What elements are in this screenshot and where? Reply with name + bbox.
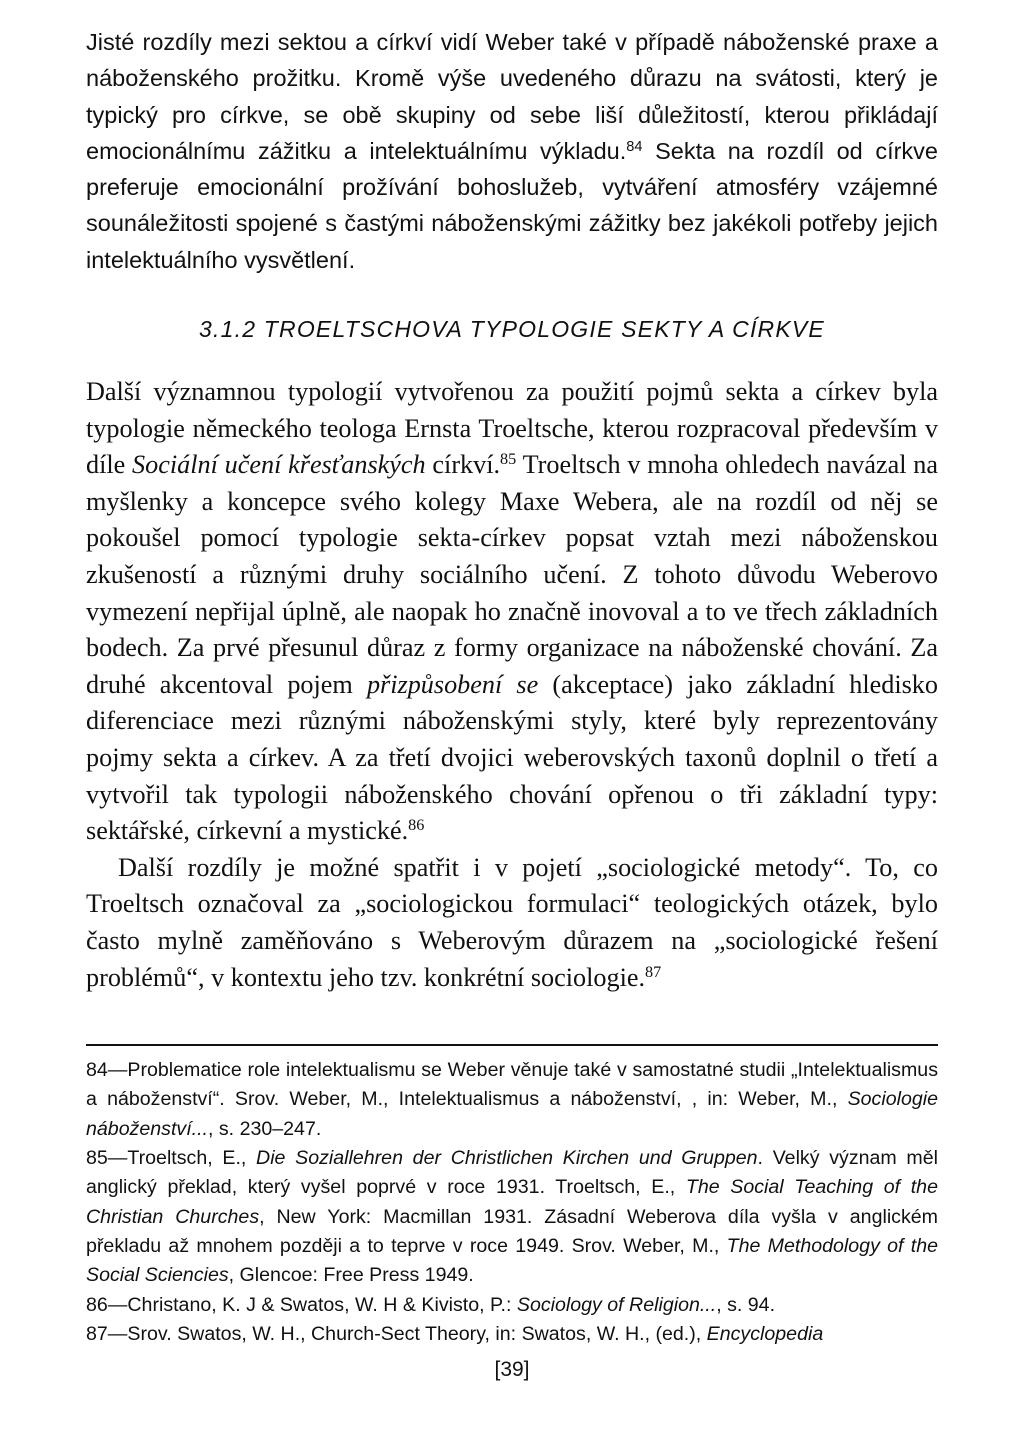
body-paragraph-1 xyxy=(86,374,938,850)
footnote-text: , s. 230–247. xyxy=(208,1117,322,1140)
footnote-italic: The Methodology of the Social Sciencies xyxy=(86,1234,938,1287)
footnote-86 xyxy=(86,1291,938,1320)
footnote-text: , s. 94. xyxy=(716,1293,776,1316)
footnote-ref-87[interactable]: 87 xyxy=(645,962,662,981)
footnote-italic: Encyclopedia xyxy=(706,1322,824,1345)
footnote-ref-86[interactable]: 86 xyxy=(408,816,425,835)
intro-text: Jisté rozdíly mezi sektou a církví vidí Weber také v případě náboženské praxe a náboženského prožitku. Kromě výše uvedeného důrazu na svátosti, který je typický pro církve, se obě skupiny od sebe liší důležitostí, kterou přikládají emocionálnímu zážitku a intelektuálnímu výkladu. xyxy=(86,29,938,164)
section-heading xyxy=(86,314,938,344)
footnote-label: 87— xyxy=(86,1322,128,1345)
paragraph-text: Další rozdíly je možné spatřit i v pojetí „sociologické metody“. To, co Troeltsch označoval za „sociologickou formulaci“ teologických otázek, bylo často mylně zaměňováno s Weberovým důrazem na „sociologické řešení problémů“, v kontextu jeho tzv. konkrétní sociologie. xyxy=(86,852,938,992)
footnote-text: Problematice role intelektualismu se Weber věnuje také v samostatné studii „Intelektualismus a náboženství“. Srov. Weber, M., Intelektualismus a náboženství, , in: Weber, M., xyxy=(86,1059,938,1111)
book-title: Sociální učení křesťanských xyxy=(132,450,426,480)
footnote-italic: The Social Teaching of the Christian Churches xyxy=(86,1176,938,1228)
section-number: 3.1.2 xyxy=(199,316,257,343)
section-title: TROELTSCHOVA TYPOLOGIE SEKTY A CÍRKVE xyxy=(263,316,825,343)
footnote-label: 86— xyxy=(86,1293,128,1316)
footnote-85 xyxy=(86,1144,938,1290)
footnote-divider xyxy=(86,1044,938,1046)
footnote-italic: Sociologie náboženství... xyxy=(86,1088,938,1140)
paragraph-text: církví. xyxy=(425,450,501,480)
paragraph-text: Další významnou typologií vytvořenou za použití pojmů sekta a církev byla typologie německého teologa Ernsta Troeltsche, kterou rozpracoval především v díle xyxy=(86,377,938,480)
intro-text-continued: Sekta na rozdíl od církve preferuje emocionální prožívání bohoslužeb, vytváření atmosféry vzájemné sounáležitosti spojené s častými náboženskými zážitky bez jakékoli potřeby jejich intelektuálního vysvětlení. xyxy=(86,137,938,273)
footnote-87 xyxy=(86,1320,938,1349)
footnote-text: , Glencoe: Free Press 1949. xyxy=(228,1264,474,1287)
emphasized-term: přizpůsobení se xyxy=(366,669,539,699)
footnote-italic: Sociology of Religion... xyxy=(516,1293,717,1316)
paragraph-text: Troeltsch v mnoha ohledech navázal na myšlenky a koncepce svého kolegy Maxe Webera, ale na rozdíl od něj se pokoušel pomocí typologie sekta-církev popsat vztah mezi náboženskou zkušeností a různými druhy sociálního učení. Z tohoto důvodu Weberovo vymezení nepřijal úplně, ale naopak ho značně inovoval a to ve třech základních bodech. Za prvé přesunul důraz z formy organizace na náboženské chování. Za druhé akcentoval pojem xyxy=(86,450,938,699)
footnote-ref-85[interactable]: 85 xyxy=(500,450,517,469)
footnote-italic: Die Soziallehren der Christlichen Kirchen und Gruppen xyxy=(256,1147,758,1170)
footnote-ref-84[interactable]: 84 xyxy=(626,138,643,155)
footnote-text: , New York: Macmillan 1931. Zásadní Weberova díla vyšla v anglickém překladu až mnohem později a to teprve v roce 1949. Srov. Weber, M., xyxy=(86,1205,938,1257)
footnote-label: 84— xyxy=(86,1059,128,1082)
footnote-text: . Velký význam měl anglický překlad, který vyšel poprvé v roce 1931. Troeltsch, E., xyxy=(86,1147,939,1199)
page-content xyxy=(86,24,938,1349)
footnote-label: 85— xyxy=(86,1147,128,1170)
footnote-text: Srov. Swatos, W. H., Church-Sect Theory, in: Swatos, W. H., (ed.), xyxy=(127,1322,707,1345)
body-paragraph-2 xyxy=(86,850,938,996)
paragraph-text: (akceptace) jako základní hledisko diferenciace mezi různými náboženskými styly, které byly reprezentovány pojmy sekta a církev. A za třetí dvojici weberovských taxonů doplnil o třetí a vytvořil tak typologii náboženského chování opřenou o tři základní typy: sektářské, církevní a mystické. xyxy=(86,669,938,846)
footnote-text: Christano, K. J & Swatos, W. H & Kivisto, P.: xyxy=(127,1293,517,1316)
footnote-84 xyxy=(86,1056,938,1144)
footnote-text: Troeltsch, E., xyxy=(127,1147,257,1170)
intro-paragraph xyxy=(86,24,938,278)
page-number: [39] xyxy=(494,1358,530,1381)
